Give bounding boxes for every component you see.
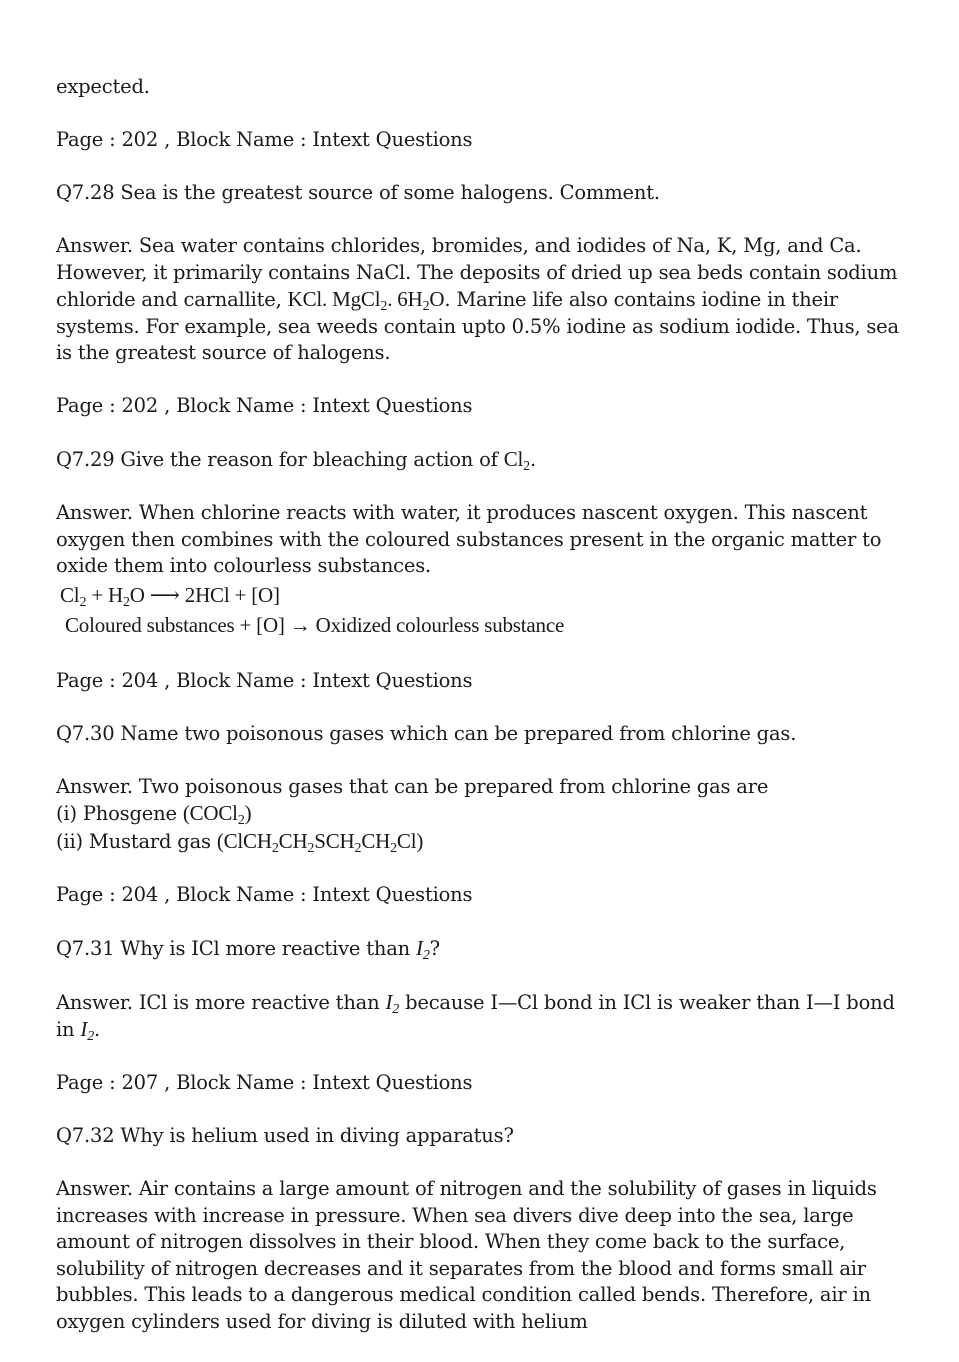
question-7-29: Q7.29 Give the reason for bleaching action of $Cl_2$. (56, 447, 536, 474)
answer-7-29 (56, 500, 916, 640)
formula-mustard-gas: $(ClCH_2CH_2SCH_2CH_2Cl)$ (216, 828, 424, 856)
answer-7-28 (56, 233, 916, 367)
list-item: (ii) Mustard gas $(ClCH_2CH_2SCH_2CH_2Cl)$ (56, 828, 424, 856)
answer-text: Answer. Sea water contains chlorides, bromides, and iodides of Na, K, Mg, and Ca. However, it primarily contains NaCl. The deposits of dried up sea beds contain sodium chloride and carnallite, (56, 234, 898, 311)
page-block-meta: Page : 204 , Block Name : Intext Questions (56, 668, 473, 692)
page-block-meta: Page : 204 , Block Name : Intext Questions (56, 882, 473, 906)
page-block-meta: Page : 207 , Block Name : Intext Questions (56, 1071, 473, 1094)
formula-iodine: $I_2$ (385, 989, 400, 1017)
formula-iodine: $I_2$ (80, 1017, 95, 1044)
page-block-meta: Page : 202 , Block Name : Intext Questions (56, 394, 473, 417)
question-7-30: Q7.30 Name two poisonous gases which can be prepared from chlorine gas. (56, 721, 797, 745)
question-7-31: Q7.31 Why is ICl more reactive than $I_2$? (56, 935, 440, 963)
equation-oxidation: Coloured substances + [O] → Oxidized colourless substance (65, 612, 565, 637)
paragraph-continuation: expected. (56, 75, 150, 98)
question-7-32: Q7.32 Why is helium used in diving apparatus? (56, 1124, 514, 1147)
equation-chlorine-water: $Cl_2 + H_2O$ ⟶ 2HCl + [O] (60, 582, 280, 610)
formula-chlorine: $Cl_2$ (503, 447, 530, 474)
page-block-meta: Page : 202 , Block Name : Intext Questions (56, 128, 473, 151)
document-page (56, 74, 916, 1362)
formula-iodine: $I_2$ (416, 935, 430, 963)
answer-text: Answer. When chlorine reacts with water, it produces nascent oxygen. This nascent oxygen then combines with the coloured substances present in the organic matter to oxide them into colourless substances. (56, 501, 882, 577)
question-7-28: Q7.28 Sea is the greatest source of some halogens. Comment. (56, 181, 660, 204)
formula-carnallite: KCl. MgCl$_2$. $6H_2O$ (287, 287, 445, 314)
answer-7-30 (56, 774, 916, 856)
answer-7-32: Answer. Air contains a large amount of nitrogen and the solubility of gases in liquids increases with increase in pressure. When sea divers dive deep into the sea, large amount of nitrogen dissolves in their blood. When they come back to the surface, solubility of nitrogen decreases and it separates from the blood and forms small air bubbles. This leads to a dangerous medical condition called bends. Therefore, air in oxygen cylinders used for diving is diluted with helium (56, 1177, 877, 1333)
answer-7-31: Answer. ICl is more reactive than $I_2$ because I—Cl bond in ICl is weaker than I—I bond in $I_2$. (56, 989, 895, 1044)
formula-phosgene: (COCl$_2$) (182, 801, 252, 828)
answer-text: . Marine life also contains iodine in their systems. For example, sea weeds contain upto 0.5% iodine as sodium iodide. Thus, sea is the greatest source of halogens. (56, 288, 899, 364)
answer-text: Answer. Two poisonous gases that can be prepared from chlorine gas are (56, 774, 769, 798)
list-item: (i) Phosgene (COCl$_2$) (56, 801, 252, 828)
